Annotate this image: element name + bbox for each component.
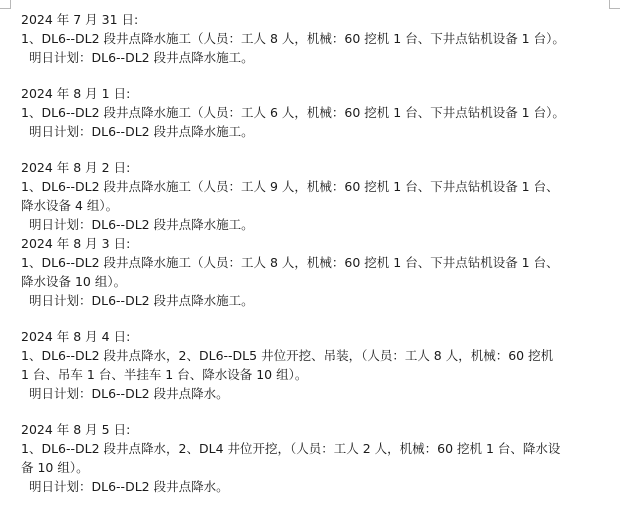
- entry-work-line: 1、DL6--DL2 段井点降水施工（人员：工人 8 人，机械：60 挖机 1 台、下井点钻机设备 1 台）。: [21, 31, 565, 46]
- entry-plan: 明日计划：DL6--DL2 段井点降水施工。: [29, 293, 254, 308]
- blank-line: [21, 141, 605, 158]
- entry-work-line: 1 台、吊车 1 台、半挂车 1 台、降水设备 10 组）。: [21, 367, 308, 382]
- margin-corner-mark-right: [609, 0, 620, 9]
- entry-plan: 明日计划：DL6--DL2 段井点降水施工。: [29, 50, 254, 65]
- entry-work-line: 1、DL6--DL2 段井点降水，2、DL6--DL5 井位开挖、吊装，（人员：工人 8 人，机械：60 挖机: [21, 348, 554, 363]
- entry-plan: 明日计划：DL6--DL2 段井点降水施工。: [29, 217, 254, 232]
- entry-plan: 明日计划：DL6--DL2 段井点降水施工。: [29, 124, 254, 139]
- entry-work-line: 1、DL6--DL2 段井点降水，2、DL4 井位开挖，（人员：工人 2 人，机械：60 挖机 1 台、降水设: [21, 441, 561, 456]
- entry-work-line: 1、DL6--DL2 段井点降水施工（人员：工人 8 人，机械：60 挖机 1 台、下井点钻机设备 1 台、: [21, 255, 559, 270]
- entry-plan: 明日计划：DL6--DL2 段井点降水。: [29, 479, 229, 494]
- entry-work-line: 1、DL6--DL2 段井点降水施工（人员：工人 9 人，机械：60 挖机 1 台、下井点钻机设备 1 台、: [21, 179, 559, 194]
- entry-work-line: 降水设备 4 组）。: [21, 198, 119, 213]
- blank-line: [21, 310, 605, 327]
- log-entry-2024-08-02: [21, 158, 605, 234]
- entry-work-line: 降水设备 10 组）。: [21, 274, 127, 289]
- entry-date: 2024 年 8 月 5 日:: [21, 422, 131, 437]
- margin-corner-mark-left: [0, 0, 11, 9]
- document-body[interactable]: [21, 10, 605, 496]
- entry-date: 2024 年 7 月 31 日:: [21, 12, 139, 27]
- entry-date: 2024 年 8 月 3 日:: [21, 236, 131, 251]
- log-entry-2024-08-03: [21, 234, 605, 310]
- log-entry-2024-08-01: [21, 84, 605, 141]
- entry-work-line: 1、DL6--DL2 段井点降水施工（人员：工人 6 人，机械：60 挖机 1 台、下井点钻机设备 1 台）。: [21, 105, 565, 120]
- log-entry-2024-08-05: [21, 420, 605, 496]
- entry-work-line: 备 10 组）。: [21, 460, 89, 475]
- blank-line: [21, 67, 605, 84]
- entry-date: 2024 年 8 月 1 日:: [21, 86, 131, 101]
- entry-date: 2024 年 8 月 4 日:: [21, 329, 131, 344]
- blank-line: [21, 403, 605, 420]
- log-entry-2024-07-31: [21, 10, 605, 67]
- log-entry-2024-08-04: [21, 327, 605, 403]
- entry-date: 2024 年 8 月 2 日:: [21, 160, 131, 175]
- entry-plan: 明日计划：DL6--DL2 段井点降水。: [29, 386, 229, 401]
